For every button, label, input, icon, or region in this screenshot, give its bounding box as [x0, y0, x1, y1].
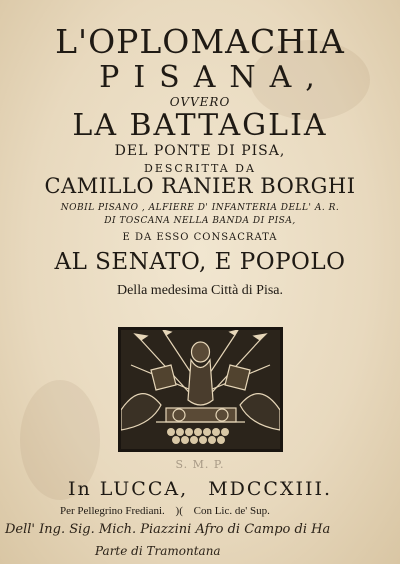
- title-line-2: PISANA,: [99, 60, 329, 95]
- imprint-place: In LUCCA,: [67, 478, 189, 500]
- stamp-mark: S. M. P.: [175, 458, 225, 471]
- dedication-intro: E DA ESSO CONSACRATA: [122, 232, 278, 243]
- imprint-year: MDCCXIII.: [208, 478, 333, 500]
- imprint: [0, 478, 400, 500]
- printer-separator: )(: [175, 505, 183, 517]
- title-line-3: OVVERO: [169, 95, 231, 109]
- dedication-subline: Della medesima Città di Pisa.: [116, 283, 284, 298]
- author-title-line-2: DI TOSCANA NELLA BANDA DI PISA,: [104, 216, 296, 226]
- author-name: CAMILLO RANIER BORGHI: [44, 174, 356, 198]
- printer-line: [60, 505, 390, 517]
- license-note: Con Lic. de' Sup.: [193, 505, 270, 517]
- handwritten-inscription-line-2: Parte di Tramontana: [95, 544, 221, 558]
- trophy-of-arms-woodcut-icon: [118, 327, 283, 452]
- printer-name: Per Pellegrino Frediani.: [60, 505, 165, 517]
- subtitle-line: DEL PONTE DI PISA,: [114, 143, 286, 159]
- title-line-1: L'OPLOMACHIA: [55, 22, 345, 61]
- dedication-line: AL SENATO, E POPOLO: [54, 249, 346, 275]
- described-by-line: DESCRITTA DA: [144, 162, 256, 175]
- author-title-line-1: NOBIL PISANO , ALFIERE D' INFANTERIA DELL' A. R.: [60, 203, 340, 213]
- handwritten-inscription-line-1: Dell' Ing. Sig. Mich. Piazzini Afro di Campo di Ha: [5, 522, 331, 537]
- title-line-4: LA BATTAGLIA: [72, 108, 328, 143]
